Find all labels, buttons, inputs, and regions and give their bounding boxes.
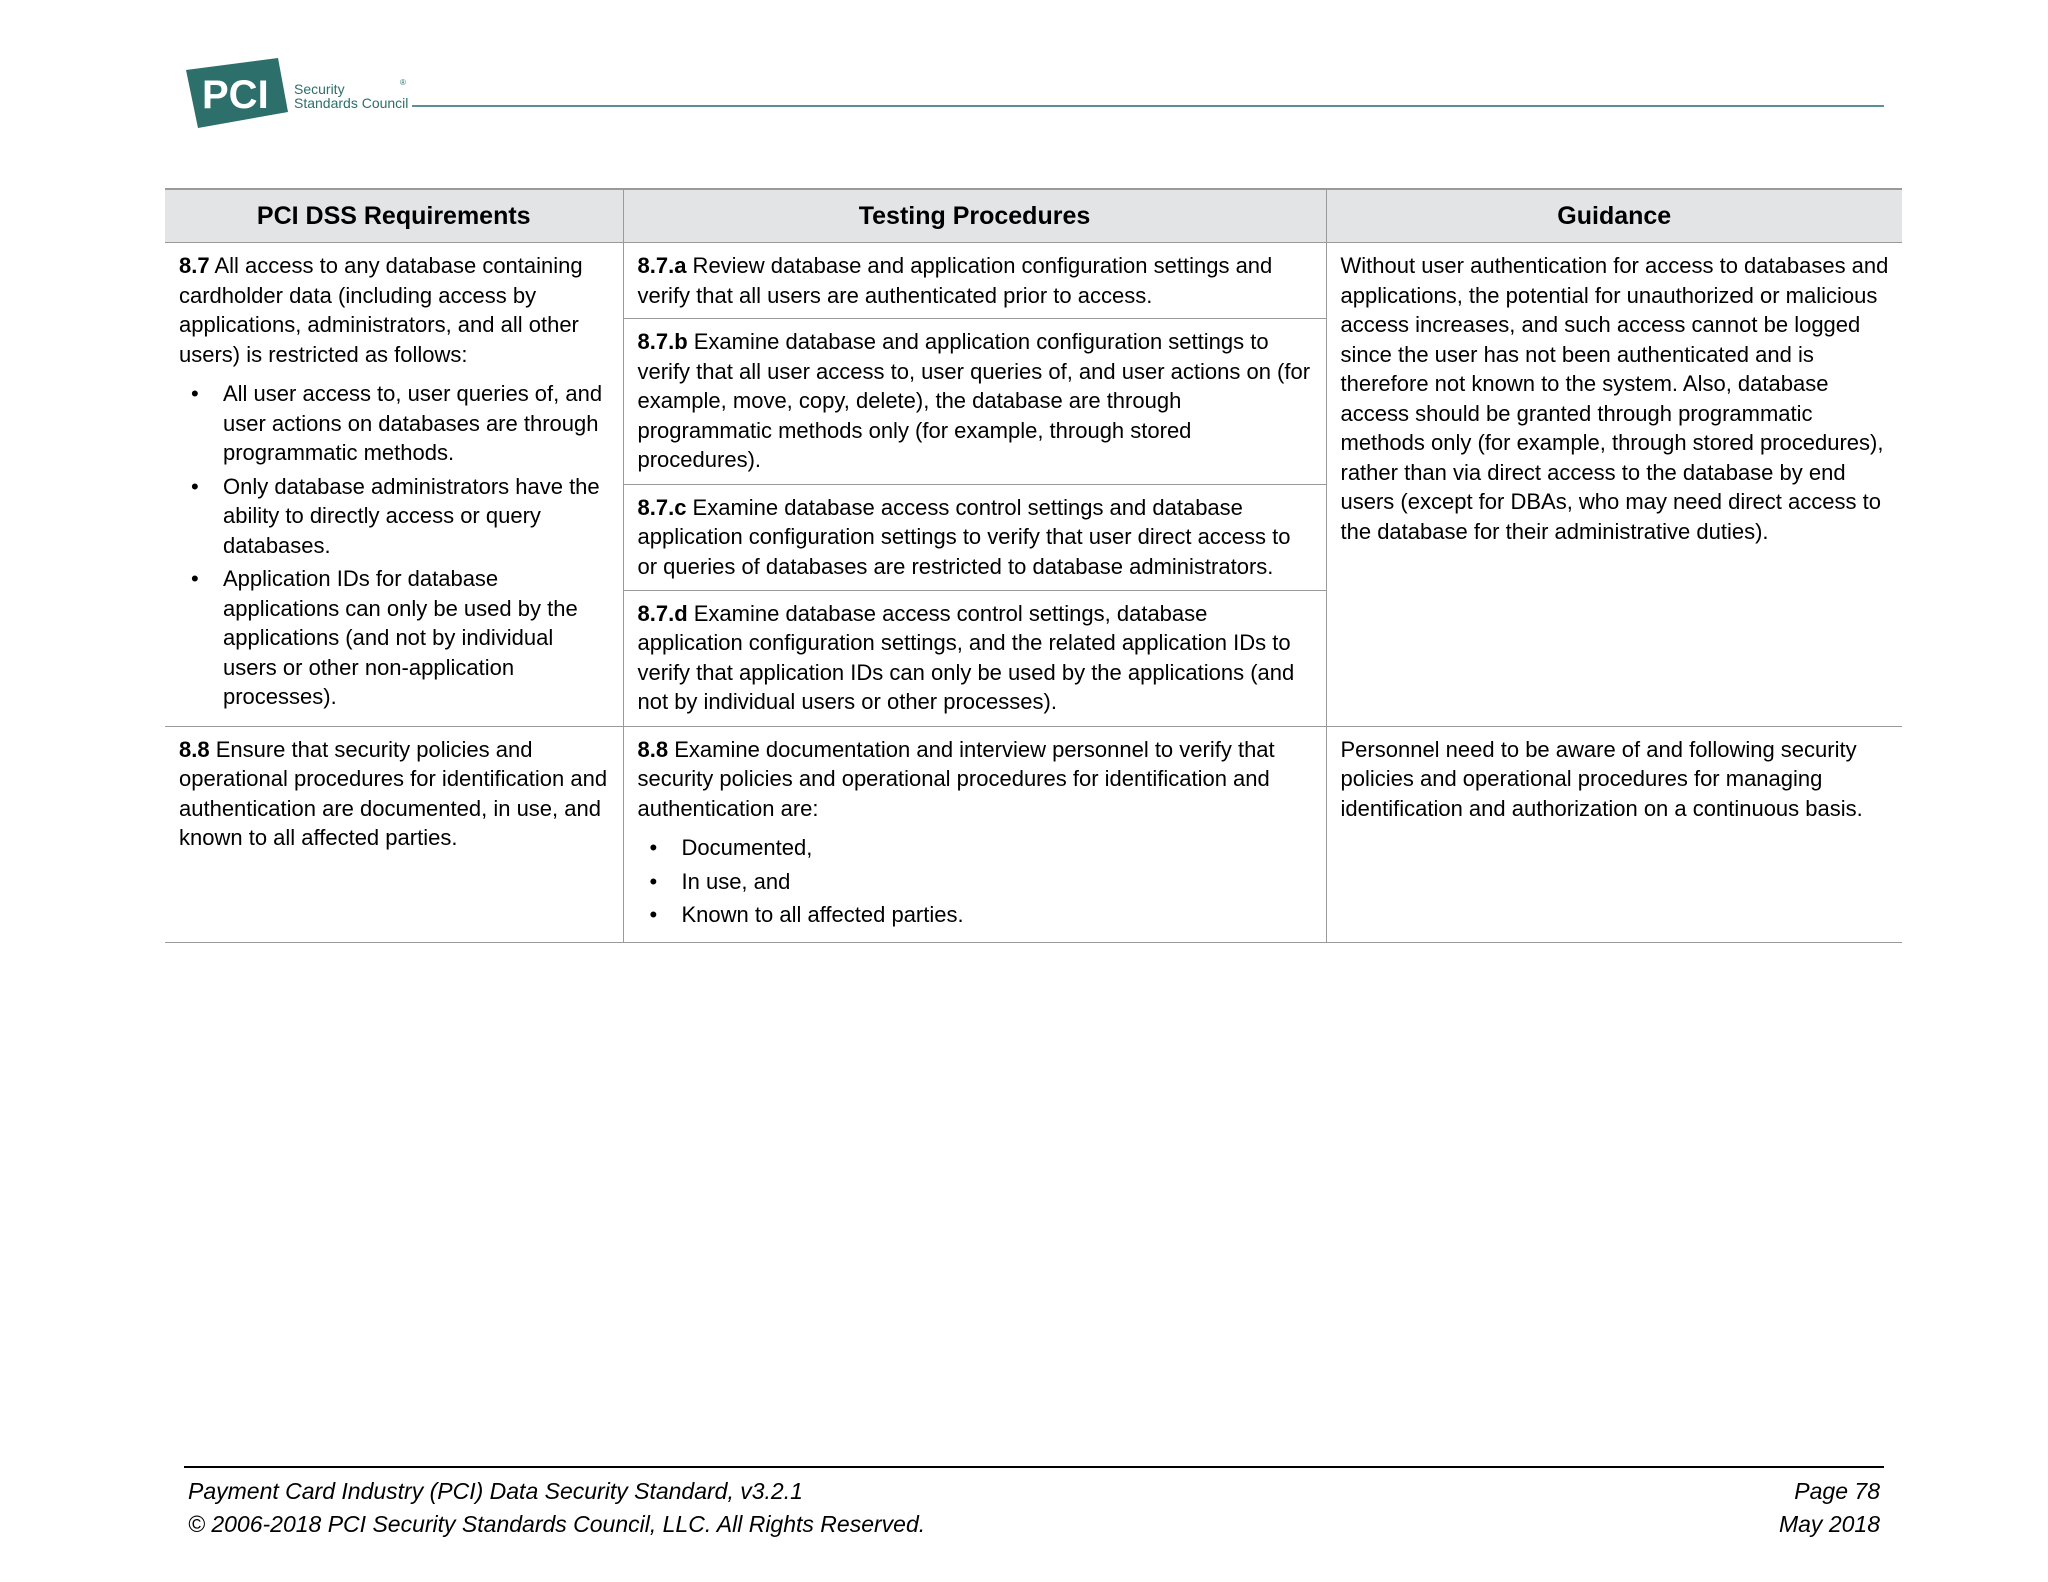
procedure-text: Review database and application configuration settings and verify that all users are authenticated prior to access.: [637, 253, 1273, 308]
list-item: • Documented,: [682, 833, 1314, 863]
procedure-8-7c: [623, 484, 1326, 590]
pci-logo: [184, 56, 424, 136]
procedure-text: Examine documentation and interview personnel to verify that security policies and operational procedures for identification and authentication are:: [637, 736, 1275, 821]
requirement-number: 8.8: [179, 736, 210, 762]
procedure-text: Examine database access control settings, database application configuration settings, and the related application IDs to verify that application IDs can only be used by the applications (and not by individual users or other processes).: [637, 600, 1295, 715]
procedure-8-7d: [623, 590, 1326, 726]
table-header-row: [165, 189, 1902, 243]
procedure-8-7a: [623, 243, 1326, 319]
logo-line2: Standards Council: [294, 95, 409, 111]
guidance-8-8: Personnel need to be aware of and following security policies and operational procedures for managing identification and authorization on a continuous basis.: [1326, 726, 1902, 942]
requirement-number: 8.7: [179, 253, 210, 278]
procedure-number: 8.7.b: [637, 329, 688, 355]
requirement-bullets: [179, 379, 611, 712]
procedure-number: 8.7.d: [637, 600, 688, 626]
pci-logo-mark: [184, 56, 294, 136]
requirement-8-8: [165, 726, 623, 942]
list-item: • All user access to, user queries of, and user actions on databases are through programmatic methods.: [223, 379, 611, 468]
header-testing-procedures: Testing Procedures: [623, 189, 1326, 243]
footer-divider: [184, 1466, 1884, 1468]
procedure-8-7b: [623, 319, 1326, 484]
guidance-8-7: Without user authentication for access to databases and applications, the potential for unauthorized or malicious access increases, and such access cannot be logged since the user has not been authenticated and is therefore not known to the system. Also, database access should be granted through programmatic methods only (for example, through stored procedures), rather than via direct access to the database by end users (except for DBAs, who may need direct access to the database for their administrative duties).: [1326, 243, 1902, 727]
table-row-8-7a: [165, 243, 1902, 319]
footer-copyright: © 2006-2018 PCI Security Standards Council, LLC. All Rights Reserved.: [188, 1511, 926, 1537]
requirements-table: [165, 188, 1902, 943]
procedure-number: 8.7.c: [637, 494, 687, 520]
registered-mark: ®: [400, 78, 406, 87]
list-item: • Known to all affected parties.: [682, 900, 1314, 930]
header-divider: [412, 105, 1884, 107]
procedure-text: Examine database and application configuration settings to verify that all user access to, user queries of, and user actions on (for example, move, copy, delete), the database are through programmatic methods only (for example, through stored procedures).: [637, 329, 1311, 473]
procedure-text: Examine database access control settings and database application configuration settings to verify that user direct access to or queries of databases are restricted to database administrators.: [637, 494, 1291, 579]
footer-row-2: [188, 1509, 1880, 1539]
footer-row-1: [188, 1476, 1880, 1506]
page-header: [184, 56, 1884, 136]
footer-page-number: Page 78: [1794, 1478, 1880, 1504]
logo-wordmark: [294, 82, 408, 110]
procedure-number: 8.7.a: [637, 253, 687, 278]
footer-standard-title: Payment Card Industry (PCI) Data Security Standard, v3.2.1: [188, 1478, 803, 1504]
header-requirements: PCI DSS Requirements: [165, 189, 623, 243]
table-row-8-8: [165, 726, 1902, 942]
requirement-8-7: [165, 243, 623, 727]
list-item: • In use, and: [682, 867, 1314, 897]
procedure-bullets: [638, 833, 1314, 930]
footer-date: May 2018: [1778, 1511, 1880, 1537]
list-item: • Application IDs for database applications can only be used by the applications (and not by individual users or other non-application processes).: [223, 564, 611, 712]
procedure-number: 8.8: [637, 736, 669, 762]
header-guidance: Guidance: [1326, 189, 1902, 243]
procedure-8-8: [623, 726, 1326, 942]
requirement-text: All access to any database containing cardholder data (including access by applications, administrators, and all other users) is restricted as follows:: [179, 253, 583, 367]
list-item: • Only database administrators have the ability to directly access or query databases.: [223, 472, 611, 561]
requirement-text: Ensure that security policies and operational procedures for identification and authentication are documented, in use, and known to all affected parties.: [179, 736, 608, 850]
logo-line1: Security: [294, 81, 345, 97]
logo-mark-text: PCI: [202, 73, 269, 117]
